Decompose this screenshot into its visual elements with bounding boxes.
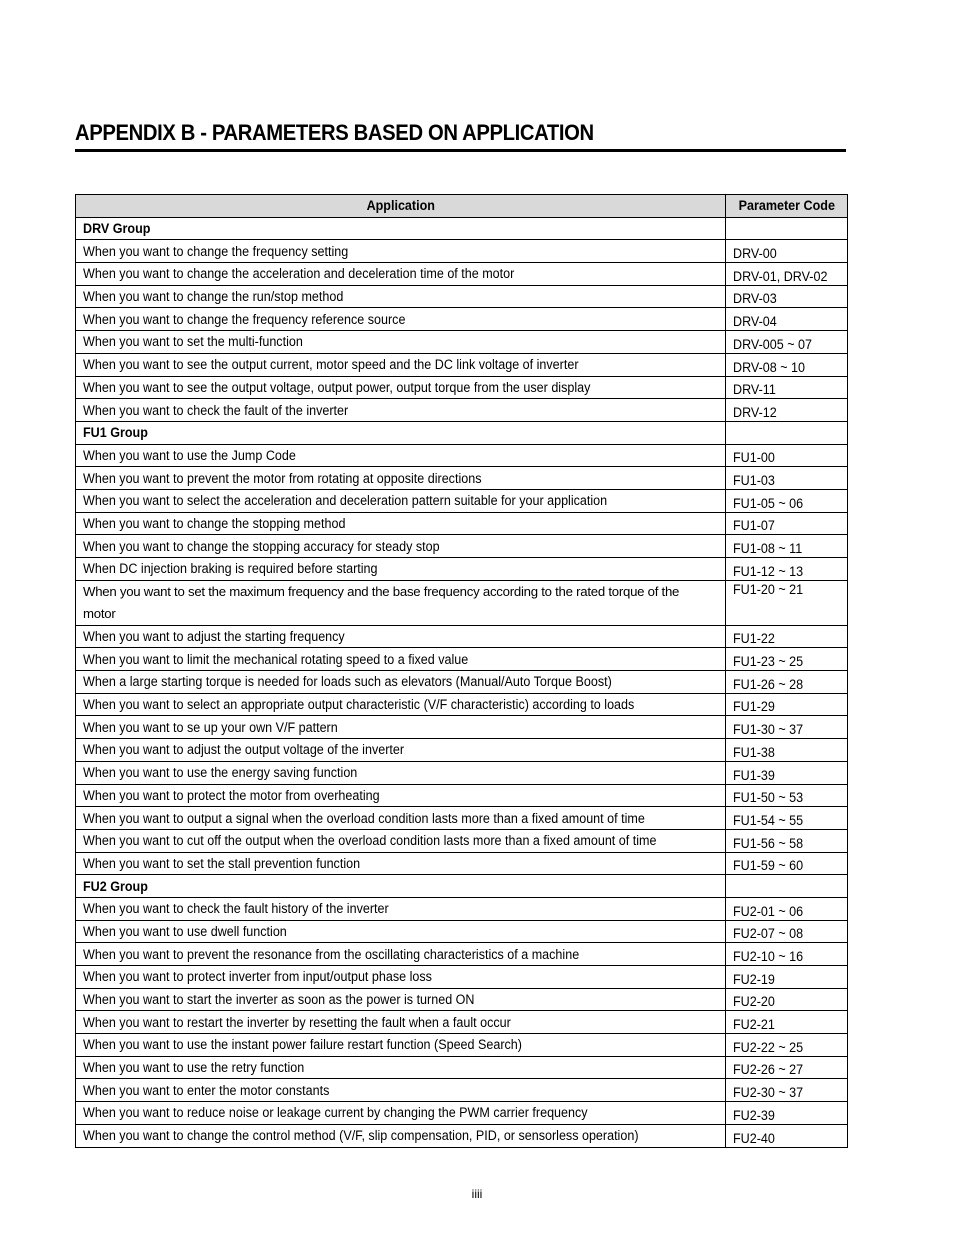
application-text: When you want to change the run/stop method bbox=[83, 289, 344, 305]
application-cell bbox=[76, 353, 726, 376]
table-row bbox=[76, 535, 848, 558]
header-application-text: Application bbox=[366, 198, 435, 214]
table-row bbox=[76, 489, 848, 512]
parameter-code-text: DRV-08 ~ 10 bbox=[733, 359, 806, 375]
group-name-cell bbox=[76, 421, 726, 444]
application-cell bbox=[76, 920, 726, 943]
application-text: When you want to restart the inverter by resetting the fault when a fault occur bbox=[83, 1014, 511, 1030]
table-row bbox=[76, 285, 848, 308]
parameter-code-cell bbox=[726, 829, 848, 852]
parameter-code-cell bbox=[726, 966, 848, 989]
application-cell bbox=[76, 1124, 726, 1147]
table-row bbox=[76, 444, 848, 467]
group-name-cell bbox=[76, 875, 726, 898]
application-cell bbox=[76, 671, 726, 694]
table-row bbox=[76, 1102, 848, 1125]
parameter-code-text: DRV-00 bbox=[733, 246, 777, 262]
parameter-code-text: FU1-29 bbox=[733, 699, 775, 715]
parameter-code-cell bbox=[726, 875, 848, 898]
parameter-code-text: FU1-00 bbox=[733, 450, 775, 466]
application-cell bbox=[76, 512, 726, 535]
parameter-code-text: FU1-26 ~ 28 bbox=[733, 676, 804, 692]
application-cell bbox=[76, 943, 726, 966]
parameter-code-cell bbox=[726, 625, 848, 648]
application-text: When you want to set the stall prevention function bbox=[83, 855, 361, 871]
parameter-code-cell bbox=[726, 263, 848, 286]
parameter-code-cell bbox=[726, 353, 848, 376]
table-header-row bbox=[76, 195, 848, 218]
application-text: When you want to prevent the resonance from the oscillating characteristics of a machine bbox=[83, 946, 580, 962]
table-row bbox=[76, 988, 848, 1011]
group-header-row bbox=[76, 217, 848, 240]
application-cell bbox=[76, 535, 726, 558]
application-text: When you want to protect inverter from input/output phase loss bbox=[83, 969, 432, 985]
application-text: When you want to adjust the starting frequency bbox=[83, 629, 345, 645]
application-text: When you want to set the maximum frequency and the base frequency according to the rated torque of the motor bbox=[83, 583, 680, 621]
parameter-table-body bbox=[76, 195, 848, 1148]
table-row bbox=[76, 625, 848, 648]
application-cell bbox=[76, 444, 726, 467]
table-row bbox=[76, 399, 848, 422]
table-row bbox=[76, 671, 848, 694]
table-row bbox=[76, 512, 848, 535]
parameter-code-text: FU1-12 ~ 13 bbox=[733, 563, 804, 579]
parameter-code-cell bbox=[726, 1102, 848, 1125]
group-name-cell bbox=[76, 217, 726, 240]
application-text: When you want to select the acceleration and deceleration pattern suitable for your application bbox=[83, 493, 608, 509]
application-text: When you want to limit the mechanical rotating speed to a fixed value bbox=[83, 651, 469, 667]
parameter-code-cell bbox=[726, 285, 848, 308]
application-cell bbox=[76, 240, 726, 263]
application-cell bbox=[76, 988, 726, 1011]
parameter-code-text: DRV-03 bbox=[733, 291, 777, 307]
header-parameter-code bbox=[726, 195, 848, 218]
parameter-code-text: FU2-40 bbox=[733, 1130, 775, 1146]
application-text: When you want to enter the motor constants bbox=[83, 1082, 330, 1098]
application-cell bbox=[76, 897, 726, 920]
application-cell bbox=[76, 739, 726, 762]
application-cell bbox=[76, 1056, 726, 1079]
parameter-code-cell bbox=[726, 852, 848, 875]
application-text: When you want to check the fault history of the inverter bbox=[83, 901, 389, 917]
parameter-code-cell bbox=[726, 693, 848, 716]
table-row bbox=[76, 761, 848, 784]
parameter-code-cell bbox=[726, 988, 848, 1011]
application-text: When you want to output a signal when the overload condition lasts more than a fixed amount of time bbox=[83, 810, 645, 826]
parameter-code-cell bbox=[726, 308, 848, 331]
application-cell bbox=[76, 784, 726, 807]
application-text: When you want to prevent the motor from rotating at opposite directions bbox=[83, 470, 482, 486]
parameter-code-cell bbox=[726, 376, 848, 399]
application-text: When a large starting torque is needed for loads such as elevators (Manual/Auto Torque Boost) bbox=[83, 674, 612, 690]
application-cell bbox=[76, 829, 726, 852]
application-cell bbox=[76, 285, 726, 308]
application-text: When DC injection braking is required before starting bbox=[83, 561, 378, 577]
parameter-code-text: DRV-005 ~ 07 bbox=[733, 336, 812, 352]
application-text: When you want to change the stopping accuracy for steady stop bbox=[83, 538, 440, 554]
application-text: When you want to use the retry function bbox=[83, 1060, 305, 1076]
application-cell bbox=[76, 625, 726, 648]
group-header-row bbox=[76, 421, 848, 444]
parameter-code-cell bbox=[726, 920, 848, 943]
application-text: When you want to use the energy saving function bbox=[83, 765, 358, 781]
page-title bbox=[75, 118, 846, 152]
application-cell bbox=[76, 263, 726, 286]
table-row bbox=[76, 1034, 848, 1057]
application-cell bbox=[76, 852, 726, 875]
parameter-code-cell bbox=[726, 489, 848, 512]
application-text: When you want to protect the motor from overheating bbox=[83, 787, 380, 803]
parameter-code-text: FU2-20 bbox=[733, 994, 775, 1010]
header-application bbox=[76, 195, 726, 218]
table-row bbox=[76, 829, 848, 852]
group-header-row bbox=[76, 875, 848, 898]
parameter-code-text: FU1-03 bbox=[733, 472, 775, 488]
parameter-code-cell bbox=[726, 807, 848, 830]
group-name: FU2 Group bbox=[83, 878, 148, 894]
parameter-code-cell bbox=[726, 558, 848, 581]
parameter-code-text: FU2-10 ~ 16 bbox=[733, 949, 804, 964]
parameter-code-text: FU2-22 ~ 25 bbox=[733, 1039, 804, 1055]
table-row bbox=[76, 1056, 848, 1079]
table-row bbox=[76, 852, 848, 875]
parameter-code-cell bbox=[726, 739, 848, 762]
parameter-code-cell bbox=[726, 240, 848, 263]
application-cell bbox=[76, 761, 726, 784]
application-text: When you want to change the frequency reference source bbox=[83, 311, 406, 327]
group-name: DRV Group bbox=[83, 221, 151, 237]
table-row bbox=[76, 784, 848, 807]
table-row bbox=[76, 467, 848, 490]
parameter-code-text: FU2-21 bbox=[733, 1017, 775, 1033]
parameter-code-cell bbox=[726, 331, 848, 354]
parameter-code-text: DRV-01, DRV-02 bbox=[733, 268, 828, 284]
parameter-code-cell bbox=[726, 399, 848, 422]
parameter-code-text: FU1-59 ~ 60 bbox=[733, 858, 804, 874]
parameter-code-text: FU2-07 ~ 08 bbox=[733, 926, 804, 942]
parameter-code-text: FU1-22 bbox=[733, 631, 775, 647]
parameter-code-text: FU2-01 ~ 06 bbox=[733, 903, 804, 919]
table-row bbox=[76, 716, 848, 739]
application-text: When you want to check the fault of the inverter bbox=[83, 402, 349, 418]
page-number: iiii bbox=[471, 1187, 483, 1201]
parameter-code-cell bbox=[726, 421, 848, 444]
application-text: When you want to se up your own V/F pattern bbox=[83, 719, 338, 735]
application-text: When you want to adjust the output voltage of the inverter bbox=[83, 742, 405, 758]
header-parameter-code-text: Parameter Code bbox=[738, 198, 835, 214]
table-row bbox=[76, 1079, 848, 1102]
application-cell bbox=[76, 1011, 726, 1034]
parameter-code-cell bbox=[726, 1056, 848, 1079]
table-row bbox=[76, 308, 848, 331]
table-row bbox=[76, 558, 848, 581]
parameter-code-cell bbox=[726, 217, 848, 240]
application-cell bbox=[76, 716, 726, 739]
application-cell bbox=[76, 308, 726, 331]
application-cell bbox=[76, 467, 726, 490]
parameter-code-cell bbox=[726, 467, 848, 490]
application-cell bbox=[76, 807, 726, 830]
table-row bbox=[76, 648, 848, 671]
table-row bbox=[76, 739, 848, 762]
parameter-code-text: FU1-30 ~ 37 bbox=[733, 722, 804, 738]
application-text: When you want to change the frequency setting bbox=[83, 243, 349, 259]
table-row bbox=[76, 693, 848, 716]
application-cell bbox=[76, 331, 726, 354]
parameter-table bbox=[75, 194, 848, 1148]
parameter-code-text: FU1-20 ~ 21 bbox=[733, 581, 804, 597]
table-row bbox=[76, 376, 848, 399]
application-cell bbox=[76, 1102, 726, 1125]
parameter-code-text: FU1-56 ~ 58 bbox=[733, 835, 804, 851]
parameter-code-text: FU1-07 bbox=[733, 518, 775, 534]
table-row bbox=[76, 1011, 848, 1034]
application-cell bbox=[76, 580, 726, 625]
table-row bbox=[76, 943, 848, 966]
application-text: When you want to use dwell function bbox=[83, 923, 287, 939]
parameter-code-cell bbox=[726, 444, 848, 467]
application-text: When you want to cut off the output when the overload condition lasts more than a fixed amount of time bbox=[83, 833, 657, 849]
table-row bbox=[76, 580, 848, 625]
application-cell bbox=[76, 376, 726, 399]
parameter-code-text: FU2-30 ~ 37 bbox=[733, 1085, 804, 1101]
parameter-code-cell bbox=[726, 648, 848, 671]
table-row bbox=[76, 331, 848, 354]
table-row bbox=[76, 263, 848, 286]
application-text: When you want to change the acceleration and deceleration time of the motor bbox=[83, 266, 515, 282]
parameter-code-text: FU1-54 ~ 55 bbox=[733, 812, 804, 828]
parameter-code-cell bbox=[726, 943, 848, 966]
parameter-code-cell bbox=[726, 1124, 848, 1147]
parameter-code-cell bbox=[726, 1079, 848, 1102]
application-text: When you want to change the stopping method bbox=[83, 515, 346, 531]
parameter-code-text: FU1-38 bbox=[733, 744, 775, 760]
parameter-code-text: FU2-39 bbox=[733, 1107, 775, 1123]
parameter-code-cell bbox=[726, 716, 848, 739]
application-text: When you want to use the instant power failure restart function (Speed Search) bbox=[83, 1037, 522, 1053]
parameter-code-text: FU1-05 ~ 06 bbox=[733, 495, 804, 511]
parameter-code-text: FU2-26 ~ 27 bbox=[733, 1062, 804, 1078]
parameter-code-cell bbox=[726, 761, 848, 784]
application-cell bbox=[76, 648, 726, 671]
table-row bbox=[76, 920, 848, 943]
application-cell bbox=[76, 966, 726, 989]
parameter-code-cell bbox=[726, 671, 848, 694]
page-title-text: APPENDIX B - PARAMETERS BASED ON APPLICATION bbox=[75, 120, 594, 145]
parameter-code-cell bbox=[726, 1011, 848, 1034]
parameter-code-cell bbox=[726, 897, 848, 920]
parameter-code-cell bbox=[726, 512, 848, 535]
table-row bbox=[76, 353, 848, 376]
application-text: When you want to use the Jump Code bbox=[83, 447, 296, 463]
application-text: When you want to see the output current, motor speed and the DC link voltage of inverter bbox=[83, 357, 579, 373]
application-cell bbox=[76, 1034, 726, 1057]
parameter-code-text: DRV-11 bbox=[733, 382, 776, 398]
parameter-code-text: DRV-04 bbox=[733, 314, 777, 330]
application-text: When you want to see the output voltage, output power, output torque from the user display bbox=[83, 379, 591, 395]
parameter-code-text: FU1-23 ~ 25 bbox=[733, 654, 804, 670]
application-cell bbox=[76, 693, 726, 716]
table-row bbox=[76, 807, 848, 830]
application-text: When you want to select an appropriate output characteristic (V/F characteristic) according to loads bbox=[83, 697, 635, 713]
group-name: FU1 Group bbox=[83, 425, 148, 441]
parameter-code-cell bbox=[726, 1034, 848, 1057]
parameter-code-text: FU1-50 ~ 53 bbox=[733, 790, 804, 806]
parameter-code-text: FU2-19 bbox=[733, 971, 775, 987]
parameter-code-cell bbox=[726, 580, 848, 625]
application-text: When you want to start the inverter as soon as the power is turned ON bbox=[83, 992, 475, 1008]
application-cell bbox=[76, 558, 726, 581]
parameter-code-text: FU1-39 bbox=[733, 767, 775, 783]
parameter-code-cell bbox=[726, 535, 848, 558]
parameter-code-text: FU1-08 ~ 11 bbox=[733, 541, 803, 556]
application-text: When you want to set the multi-function bbox=[83, 334, 303, 350]
application-text: When you want to change the control method (V/F, slip compensation, PID, or sensorless operation) bbox=[83, 1128, 639, 1144]
application-cell bbox=[76, 399, 726, 422]
table-row bbox=[76, 897, 848, 920]
application-text: When you want to reduce noise or leakage current by changing the PWM carrier frequency bbox=[83, 1105, 588, 1121]
application-cell bbox=[76, 489, 726, 512]
parameter-code-cell bbox=[726, 784, 848, 807]
table-row bbox=[76, 966, 848, 989]
application-cell bbox=[76, 1079, 726, 1102]
table-row bbox=[76, 1124, 848, 1147]
parameter-code-text: DRV-12 bbox=[733, 404, 777, 420]
table-row bbox=[76, 240, 848, 263]
